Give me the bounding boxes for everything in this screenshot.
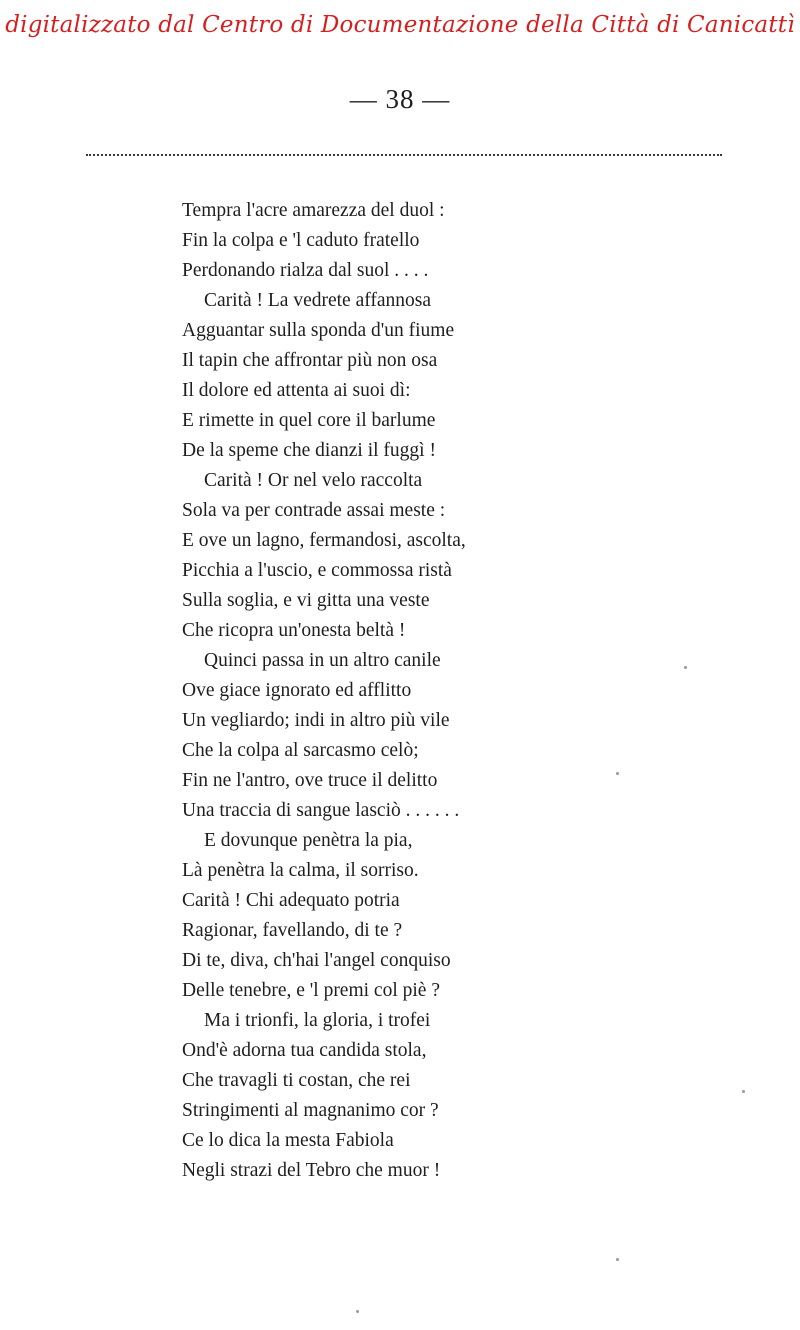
- paper-speck: [684, 666, 687, 669]
- page-number: — 38 —: [349, 84, 451, 114]
- poem-line: E rimette in quel core il barlume: [182, 410, 436, 431]
- poem-line: Fin la colpa e 'l caduto fratello: [182, 230, 420, 251]
- poem-line: Carità ! La vedrete affannosa: [204, 290, 432, 311]
- poem-line: Tempra l'acre amarezza del duol :: [182, 200, 445, 221]
- dotted-divider: [86, 154, 722, 156]
- poem-line: Carità ! Or nel velo raccolta: [204, 470, 423, 491]
- digitization-watermark: digitalizzato dal Centro di Documentazione della Città di Canicattì: [5, 12, 795, 38]
- poem-text: [182, 196, 742, 1186]
- poem-line: Ce lo dica la mesta Fabiola: [182, 1130, 394, 1151]
- poem-line: Negli strazi del Tebro che muor !: [182, 1160, 441, 1181]
- poem-line: Stringimenti al magnanimo cor ?: [182, 1100, 439, 1121]
- poem-line: E ove un lagno, fermandosi, ascolta,: [182, 530, 466, 551]
- poem-line: Che ricopra un'onesta beltà !: [182, 620, 406, 641]
- poem-line: E dovunque penètra la pia,: [204, 830, 413, 851]
- paper-speck: [616, 772, 619, 775]
- poem-line: Il dolore ed attenta ai suoi dì:: [182, 380, 411, 401]
- poem-line: Ma i trionfi, la gloria, i trofei: [204, 1010, 431, 1031]
- poem-line: Agguantar sulla sponda d'un fiume: [182, 320, 455, 341]
- poem-line: Là penètra la calma, il sorriso.: [182, 860, 419, 881]
- poem-line: Sulla soglia, e vi gitta una veste: [182, 590, 430, 611]
- poem-line: De la speme che dianzi il fuggì !: [182, 440, 436, 461]
- poem-line: Carità ! Chi adequato potria: [182, 890, 400, 911]
- poem-line: Un vegliardo; indi in altro più vile: [182, 710, 450, 731]
- poem-line: Che travagli ti costan, che rei: [182, 1070, 411, 1091]
- poem-line: Che la colpa al sarcasmo celò;: [182, 740, 419, 761]
- paper-speck: [356, 1310, 359, 1313]
- poem-line: Perdonando rialza dal suol . . . .: [182, 260, 429, 281]
- poem-line: Fin ne l'antro, ove truce il delitto: [182, 770, 438, 791]
- poem-line: Il tapin che affrontar più non osa: [182, 350, 438, 371]
- poem-line: Di te, diva, ch'hai l'angel conquiso: [182, 950, 451, 971]
- poem-line: Delle tenebre, e 'l premi col piè ?: [182, 980, 440, 1001]
- poem-line: Sola va per contrade assai meste :: [182, 500, 446, 521]
- poem-line: Una traccia di sangue lasciò . . . . . .: [182, 800, 460, 821]
- poem-line: Ond'è adorna tua candida stola,: [182, 1040, 427, 1061]
- poem-line: Picchia a l'uscio, e commossa ristà: [182, 560, 452, 581]
- paper-speck: [616, 1258, 619, 1261]
- poem-line: Ragionar, favellando, di te ?: [182, 920, 403, 941]
- poem-line: Ove giace ignorato ed afflitto: [182, 680, 412, 701]
- poem-line: Quinci passa in un altro canile: [204, 650, 441, 671]
- paper-speck: [742, 1090, 745, 1093]
